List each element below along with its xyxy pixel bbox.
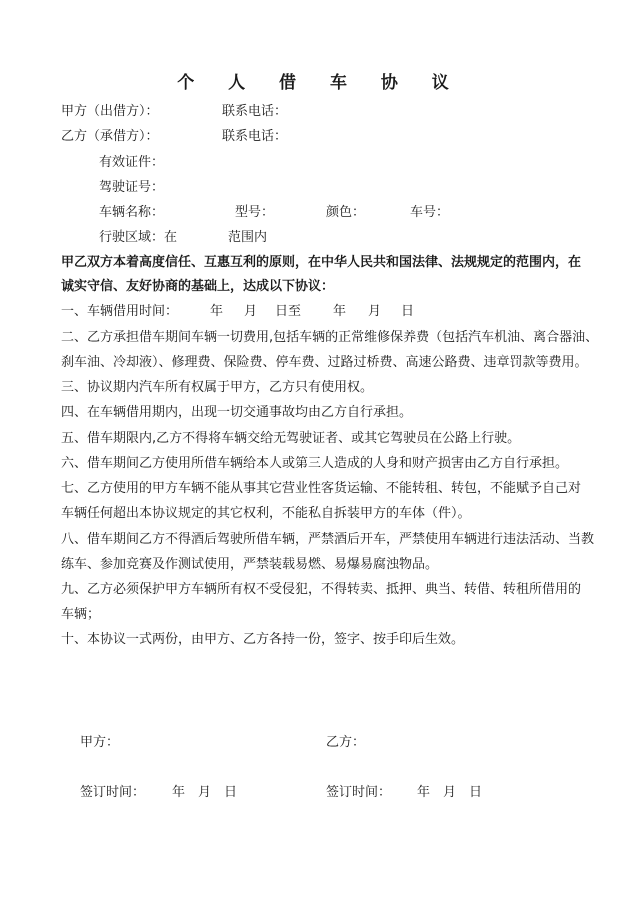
clause-7-line-2: 车辆任何超出本协议规定的其它权利，不能私自拆装甲方的车体（件）。 xyxy=(61,506,471,521)
clause-3: 三、协议期内汽车所有权属于甲方，乙方只有使用权。 xyxy=(61,380,374,395)
sign-date-b-month: 月 xyxy=(443,785,457,800)
sign-date-b-label: 签订时间： xyxy=(326,785,392,800)
clause-5: 五、借车期限内,乙方不得将车辆交给无驾驶证者、或其它驾驶员在公路上行驶。 xyxy=(61,431,521,446)
clause-9-line-1: 九、乙方必须保护甲方车辆所有权不受侵犯，不得转卖、抵押、典当、转借、转租所借用的 xyxy=(61,582,582,597)
vehicle-name-label: 车辆名称： xyxy=(99,205,165,220)
clause-1-year-start: 年 xyxy=(210,304,224,319)
clause-2-line-1: 二、乙方承担借车期间车辆一切费用,包括车辆的正常维修保养费（包括汽车机油、离合器油、 xyxy=(61,330,599,345)
driving-area-label: 行驶区域：在 xyxy=(99,230,178,245)
signature-party-a-label: 甲方： xyxy=(80,735,120,750)
clause-9-line-2: 车辆； xyxy=(61,607,101,622)
clause-10: 十、本协议一式两份，由甲方、乙方各持一份，签字、按手印后生效。 xyxy=(61,632,465,647)
intro-line-1: 甲乙双方本着高度信任、互惠互利的原则，在中华人民共和国法律、法规规定的范围内，在 xyxy=(61,255,582,270)
driving-area-suffix: 范围内 xyxy=(228,230,268,245)
clause-1-label: 一、车辆借用时间： xyxy=(61,304,179,319)
id-certificate-label: 有效证件： xyxy=(99,155,165,170)
party-a-phone-label: 联系电话： xyxy=(222,104,288,119)
clause-8-line-1: 八、借车期间乙方不得酒后驾驶所借车辆，严禁酒后开车，严禁使用车辆进行违法活动、当教 xyxy=(61,532,595,547)
intro-line-2: 诚实守信、友好协商的基础上，达成以下协议： xyxy=(61,279,335,294)
clause-6: 六、借车期间乙方使用所借车辆给本人或第三人造成的人身和财产损害由乙方自行承担。 xyxy=(61,456,569,471)
clause-1-year-end: 年 xyxy=(333,304,347,319)
clause-7-line-1: 七、乙方使用的甲方车辆不能从事其它营业性客货运输、不能转租、转包，不能赋予自己对 xyxy=(61,481,582,496)
vehicle-plate-label: 车号： xyxy=(410,205,450,220)
signature-party-b-label: 乙方： xyxy=(326,735,366,750)
party-b-label: 乙方（承借方）： xyxy=(61,129,159,144)
sign-date-a-day: 日 xyxy=(224,785,238,800)
sign-date-a-year: 年 xyxy=(172,785,186,800)
document-title: 个 人 借 车 协 议 xyxy=(177,73,463,93)
sign-date-a-label: 签订时间： xyxy=(80,785,146,800)
party-b-phone-label: 联系电话： xyxy=(222,129,288,144)
sign-date-a-month: 月 xyxy=(198,785,212,800)
sign-date-b-year: 年 xyxy=(417,785,431,800)
clause-2-line-2: 刹车油、冷却液）、修理费、保险费、停车费、过路过桥费、高速公路费、违章罚款等费用。 xyxy=(61,355,588,370)
sign-date-b-day: 日 xyxy=(469,785,483,800)
driver-license-label: 驾驶证号： xyxy=(99,180,165,195)
clause-1-day-start: 日至 xyxy=(275,304,302,319)
clause-4: 四、在车辆借用期内，出现一切交通事故均由乙方自行承担。 xyxy=(61,405,413,420)
party-a-label: 甲方（出借方）： xyxy=(61,104,159,119)
vehicle-model-label: 型号： xyxy=(235,205,275,220)
clause-8-line-2: 练车、参加竞赛及作测试使用，严禁装载易燃、易爆易腐浊物品。 xyxy=(61,557,439,572)
vehicle-color-label: 颜色： xyxy=(326,205,366,220)
clause-1-month-end: 月 xyxy=(368,304,382,319)
clause-1-month-start: 月 xyxy=(244,304,258,319)
clause-1-day-end: 日 xyxy=(401,304,415,319)
